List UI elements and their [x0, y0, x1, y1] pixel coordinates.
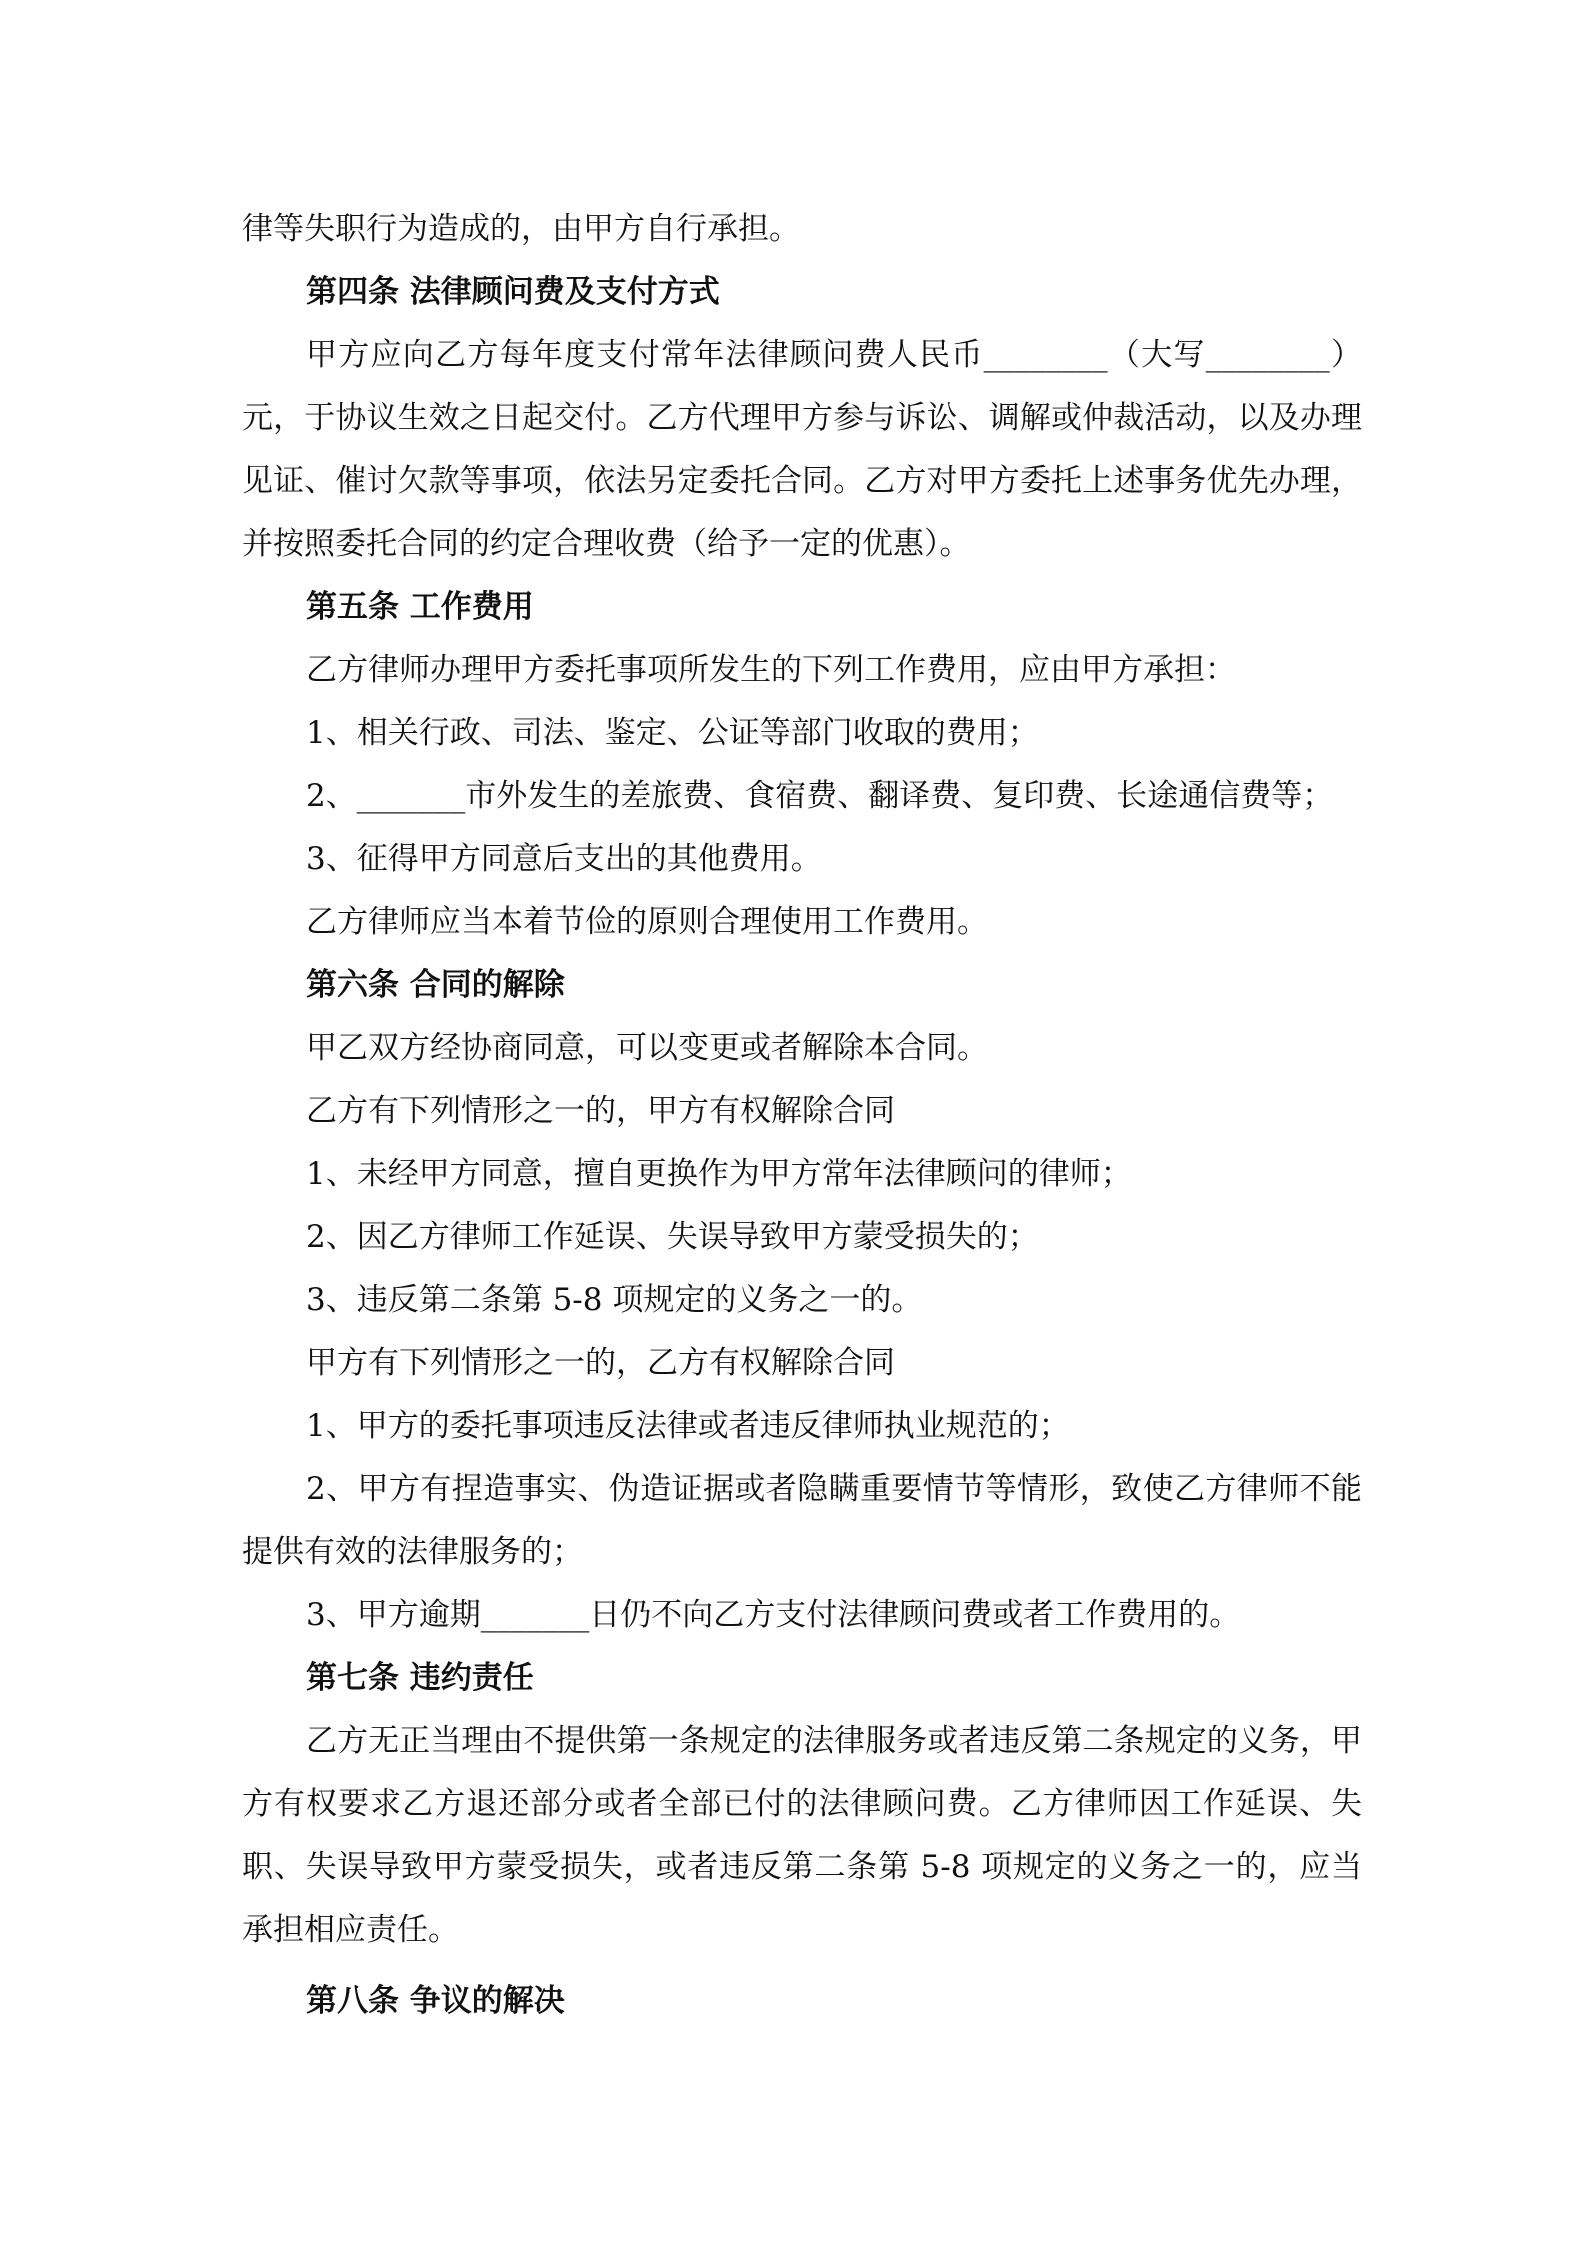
- heading-article-4: 第四条 法律顾问费及支付方式: [306, 274, 720, 310]
- paragraph-frugal-use: 乙方律师应当本着节俭的原则合理使用工作费用。: [306, 904, 988, 940]
- list-item-a-termination-2: 2、因乙方律师工作延误、失误导致甲方蒙受损失的；: [306, 1219, 1039, 1255]
- heading-article-6: 第六条 合同的解除: [306, 967, 565, 1003]
- paragraph-party-b-termination-intro: 甲方有下列情形之一的，乙方有权解除合同: [306, 1345, 895, 1381]
- paragraph-liability: 乙方无正当理由不提供第一条规定的法律服务或者违反第二条规定的义务，甲方有权要求乙方退还部分或者全部已付的法律顾问费。乙方律师因工作延误、失职、失误导致甲方蒙受损失，或者违反第二条第 5-8 项规定的义务之一的，应当承担相应责任。: [242, 1723, 1362, 1948]
- list-item-a-termination-3: 3、违反第二条第 5-8 项规定的义务之一的。: [306, 1282, 923, 1318]
- heading-article-7: 第七条 违约责任: [306, 1660, 534, 1696]
- list-item-expense-2: 2、_______市外发生的差旅费、食宿费、翻译费、复印费、长途通信费等；: [306, 778, 1334, 814]
- paragraph-fee-payment: 甲方应向乙方每年度支付常年法律顾问费人民币________（大写________）元，于协议生效之日起交付。乙方代理甲方参与诉讼、调解或仲裁活动，以及办理见证、催讨欠款等事项，依法另定委托合同。乙方对甲方委托上述事务优先办理，并按照委托合同的约定合理收费（给予一定的优惠）。: [242, 337, 1362, 562]
- list-item-a-termination-1: 1、未经甲方同意，擅自更换作为甲方常年法律顾问的律师；: [306, 1156, 1132, 1192]
- heading-article-8: 第八条 争议的解决: [306, 1983, 565, 2019]
- document-body: [242, 198, 1362, 2033]
- heading-article-5: 第五条 工作费用: [306, 589, 534, 625]
- paragraph-continuation: 律等失职行为造成的，由甲方自行承担。: [242, 211, 800, 247]
- paragraph-party-a-termination-intro: 乙方有下列情形之一的，甲方有权解除合同: [306, 1093, 895, 1129]
- list-item-b-termination-1: 1、甲方的委托事项违反法律或者违反律师执业规范的；: [306, 1408, 1070, 1444]
- list-item-b-termination-2: 2、甲方有捏造事实、伪造证据或者隐瞒重要情节等情形，致使乙方律师不能提供有效的法律服务的；: [242, 1471, 1362, 1570]
- paragraph-mutual-termination: 甲乙双方经协商同意，可以变更或者解除本合同。: [306, 1030, 988, 1066]
- list-item-b-termination-3: 3、甲方逾期_______日仍不向乙方支付法律顾问费或者工作费用的。: [306, 1597, 1241, 1633]
- list-item-expense-3: 3、征得甲方同意后支出的其他费用。: [306, 841, 822, 877]
- list-item-expense-1: 1、相关行政、司法、鉴定、公证等部门收取的费用；: [306, 715, 1039, 751]
- paragraph-work-expenses-intro: 乙方律师办理甲方委托事项所发生的下列工作费用，应由甲方承担：: [306, 652, 1236, 688]
